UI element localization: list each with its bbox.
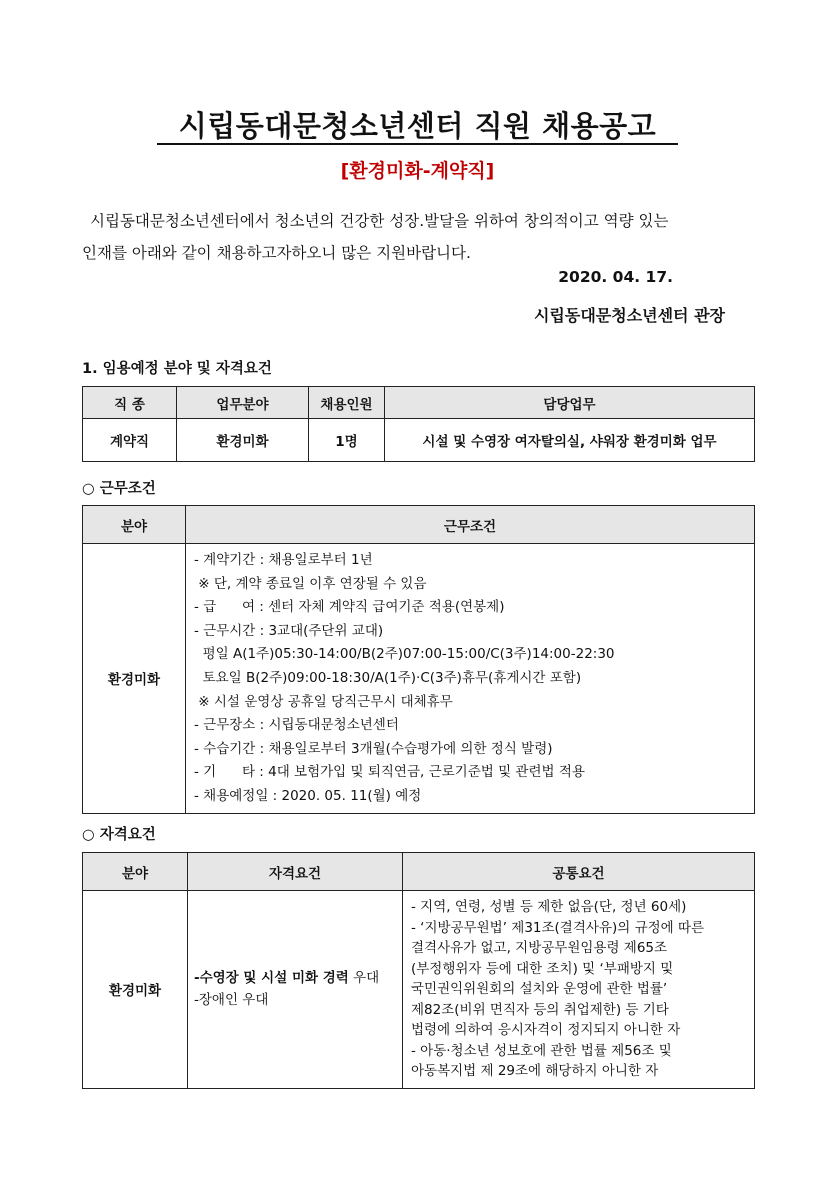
requirement-line: 법령에 의하여 응시자격이 정지되지 아니한 자 <box>411 1022 681 1038</box>
intro-paragraph <box>82 205 762 269</box>
condition-line: ※ 단, 계약 종료일 이후 연장될 수 있음 <box>194 575 427 592</box>
section2-heading: ○ 근무조건 <box>82 481 156 497</box>
header-cell: 근무조건 <box>186 506 755 544</box>
intro-line-2: 인재를 아래와 같이 채용하고자하오니 많은 지원바랍니다. <box>82 244 471 262</box>
section1-heading: 1. 임용예정 분야 및 자격요건 <box>82 361 272 377</box>
condition-line: 토요일 B(2주)09:00-18:30/A(1주)·C(3주)휴무(휴게시간 포함) <box>194 669 582 686</box>
condition-line: - 수습기간 : 채용일로부터 3개월(수습평가에 의한 정식 발령) <box>194 740 553 757</box>
header-cell: 분야 <box>83 853 188 891</box>
common-requirements-cell <box>403 891 755 1089</box>
qualification-cell <box>188 891 403 1089</box>
requirement-line: 결격사유가 없고, 지방공무원임용령 제65조 <box>411 940 668 956</box>
header-cell: 직 종 <box>83 387 177 419</box>
header-cell: 분야 <box>83 506 186 544</box>
qualifications-table <box>82 852 755 1089</box>
page-title: 시립동대문청소년센터 직원 채용공고 <box>178 109 657 143</box>
table-row <box>83 891 755 1089</box>
header-cell: 자격요건 <box>188 853 403 891</box>
organization-signature: 시립동대문청소년센터 관장 <box>533 306 725 325</box>
duties-cell: 시설 및 수영장 여자탈의실, 샤워장 환경미화 업무 <box>385 419 755 462</box>
condition-line: - 계약기간 : 채용일로부터 1년 <box>194 552 373 568</box>
condition-line: - 채용예정일 : 2020. 05. 11(월) 예정 <box>194 787 422 804</box>
condition-line: ※ 시설 운영상 공휴일 당직근무시 대체휴무 <box>194 693 453 710</box>
header-cell: 업무분야 <box>177 387 309 419</box>
intro-line-1: 시립동대문청소년센터에서 청소년의 건강한 성장.발달을 위하여 창의적이고 역량 있는 <box>90 212 669 230</box>
table-row <box>83 544 755 814</box>
condition-line: - 기 타 : 4대 보험가입 및 퇴직연금, 근로기준법 및 관련법 적용 <box>194 764 585 781</box>
table-header-row <box>83 853 755 891</box>
requirement-line: 아동복지법 제 29조에 해당하지 아니한 자 <box>411 1063 659 1079</box>
work-field-cell: 환경미화 <box>177 419 309 462</box>
requirement-line: - ‘지방공무원법’ 제31조(결격사유)의 규정에 따른 <box>411 919 705 936</box>
table-row <box>83 419 755 462</box>
work-conditions-table <box>82 505 755 814</box>
header-cell: 담당업무 <box>385 387 755 419</box>
field-cell: 환경미화 <box>83 544 186 814</box>
table-header-row <box>83 506 755 544</box>
requirement-line: 국민권익위원회의 설치와 운영에 관한 법률’ <box>411 981 668 997</box>
headcount-cell: 1명 <box>309 419 385 462</box>
header-cell: 채용인원 <box>309 387 385 419</box>
title-underline <box>157 143 678 145</box>
section3-heading: ○ 자격요건 <box>82 827 156 843</box>
announcement-date: 2020. 04. 17. <box>558 268 673 286</box>
condition-line: - 근무장소 : 시립동대문청소년센터 <box>194 717 399 734</box>
qualification-preferred: -수영장 및 시설 미화 경력 <box>194 970 349 987</box>
requirement-line: - 아동·청소년 성보호에 관한 법률 제56조 및 <box>411 1042 672 1059</box>
recruitment-table <box>82 386 755 462</box>
job-type-cell: 계약직 <box>83 419 177 462</box>
table-header-row <box>83 387 755 419</box>
condition-line: - 근무시간 : 3교대(주단위 교대) <box>194 622 384 639</box>
page-subtitle: [환경미화-계약직] <box>340 160 495 182</box>
qualification-suffix: 우대 <box>348 970 380 987</box>
header-cell: 공통요건 <box>403 853 755 891</box>
qualification-line: -장애인 우대 <box>194 992 269 1009</box>
condition-line: - 급 여 : 센터 자체 계약직 급여기준 적용(연봉제) <box>194 599 505 616</box>
field-cell: 환경미화 <box>83 891 188 1089</box>
condition-line: 평일 A(1주)05:30-14:00/B(2주)07:00-15:00/C(3주)14:00-22:30 <box>194 646 615 663</box>
requirement-line: - 지역, 연령, 성별 등 제한 없음(단, 정년 60세) <box>411 899 687 915</box>
requirement-line: (부정행위자 등에 대한 조치) 및 ‘부패방지 및 <box>411 960 674 977</box>
conditions-cell <box>186 544 755 814</box>
requirement-line: 제82조(비위 면직자 등의 취업제한) 등 기타 <box>411 1001 669 1018</box>
